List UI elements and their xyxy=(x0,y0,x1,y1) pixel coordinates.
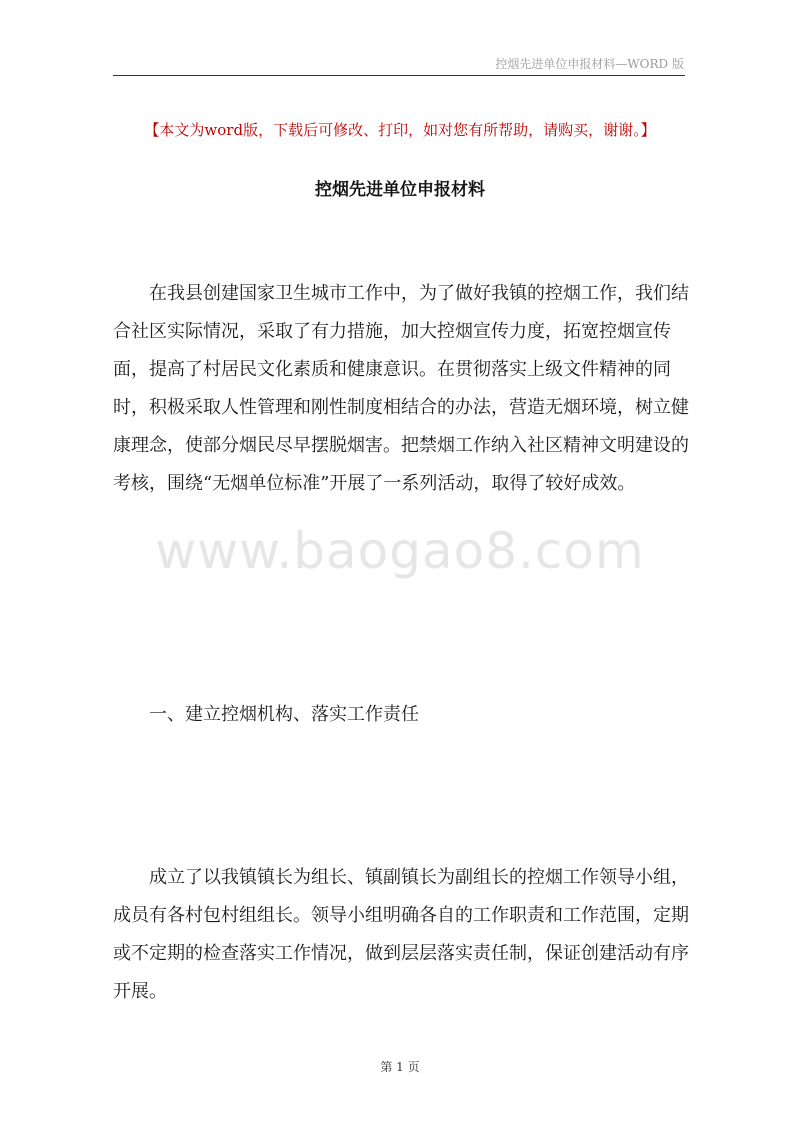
page-header-text: 控烟先进单位申报材料—WORD 版 xyxy=(495,57,684,71)
document-title: 控烟先进单位申报材料 xyxy=(315,180,485,200)
download-notice: 【本文为word版，下载后可修改、打印，如对您有所帮助，请购买，谢谢。】 xyxy=(144,121,656,139)
section-heading-1: 一、建立控烟机构、落实工作责任 xyxy=(149,704,419,725)
header-divider xyxy=(113,75,685,76)
watermark: www.baogao8.com xyxy=(155,522,645,580)
paragraph-section-1: 成立了以我镇镇长为组长、镇副镇长为副组长的控烟工作领导小组，成员有各村包村组组长。领导小组明确各自的工作职责和工作范围，定期或不定期的检查落实工作情况，做到层层落实责任制，保证创建活动有序开展。 xyxy=(113,867,689,1002)
paragraph-intro: 在我县创建国家卫生城市工作中，为了做好我镇的控烟工作，我们结合社区实际情况，采取了有力措施，加大控烟宣传力度，拓宽控烟宣传面，提高了村居民文化素质和健康意识。在贯彻落实上级文件精神的同时，积极采取人性管理和刚性制度相结合的办法，营造无烟环境，树立健康理念，使部分烟民尽早摆脱烟害。把禁烟工作纳入社区精神文明建设的考核，围绕“无烟单位标准”开展了一系列活动，取得了较好成效。 xyxy=(113,283,689,494)
page-number: 第 1 页 xyxy=(380,1060,420,1074)
